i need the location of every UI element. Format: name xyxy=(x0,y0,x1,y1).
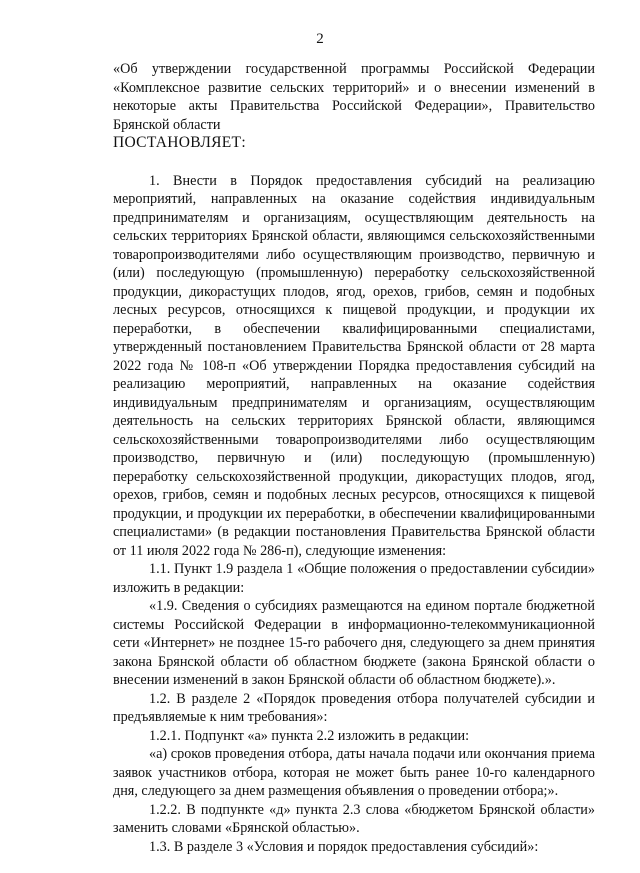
paragraph-item-a-text: «а) сроков проведения отбора, даты начала подачи или окончания приема заявок участников отбора, которая не может быть ранее 10-го календарного дня, следующего за днем размещения объявления о проведении отбора;». xyxy=(113,746,595,799)
paragraph-item-1-2-2: 1.2.2. В подпункте «д» пункта 2.3 слова «бюджетом Брянской области» заменить словами «Брянской областью». xyxy=(113,801,595,836)
paragraph-item-1-1: 1.1. Пункт 1.9 раздела 1 «Общие положения о предоставлении субсидии» изложить в редакции: xyxy=(113,561,595,596)
paragraph-item-1-2: 1.2. В разделе 2 «Порядок проведения отбора получателей субсидии и предъявляемые к ним требования»: xyxy=(113,690,595,725)
paragraph-item-1-9-text: «1.9. Сведения о субсидиях размещаются на едином портале бюджетной системы Российской Федерации в информационно-телекоммуникационной сети «Интернет» не позднее 15-го рабочего дня, следующего за днем принятия закона Брянской области об областном бюджете (закона Брянской области о внесении изменений в закон Брянской области об областном бюджете).». xyxy=(113,598,595,688)
page-number: 2 xyxy=(316,31,324,47)
paragraph-item-1-3: 1.3. В разделе 3 «Условия и порядок предоставления субсидий»: xyxy=(149,838,539,855)
paragraph-postanovlyaet: ПОСТАНОВЛЯЕТ: xyxy=(113,134,246,151)
document-body xyxy=(113,60,595,856)
paragraph-preamble: «Об утверждении государственной программы Российской Федерации «Комплексное развитие сельских территорий» и о внесении изменений в некоторые акты Правительства Российской Федерации», Правительство Брянской области xyxy=(113,61,595,133)
paragraph-item-1: 1. Внести в Порядок предоставления субсидий на реализацию мероприятий, направленных на оказание содействия индивидуальным предпринимателям и организациям, осуществляющим деятельность на сельских территориях Брянской области, являющимся сельскохозяйственными товаропроизводителями либо осуществляющим производство, первичную и (или) последующую (промышленную) переработку сельскохозяйственной продукции, дикорастущих плодов, ягод, орехов, грибов, семян и подобных лесных ресурсов, относящихся к пищевой продукции, и продукции их переработки, в обеспечении квалифицированными специалистами, утвержденный постановлением Правительства Брянской области от 28 марта 2022 года № 108-п «Об утверждении Порядка предоставления субсидий на реализацию мероприятий, направленных на оказание содействия индивидуальным предпринимателям и организациям, осуществляющим деятельность на сельских территориях Брянской области, являющимся сельскохозяйственными товаропроизводителями либо осуществляющим производство, первичную и (или) последующую (промышленную) переработку сельскохозяйственной продукции, дикорастущих плодов, ягод, орехов, грибов, семян и подобных лесных ресурсов, относящихся к пищевой продукции, и продукции их переработки, в обеспечении квалифицированными специалистами» (в редакции постановления Правительства Брянской области от 11 июля 2022 года № 286-п), следующие изменения: xyxy=(113,172,595,559)
paragraph-item-1-2-1: 1.2.1. Подпункт «а» пункта 2.2 изложить в редакции: xyxy=(149,727,470,744)
